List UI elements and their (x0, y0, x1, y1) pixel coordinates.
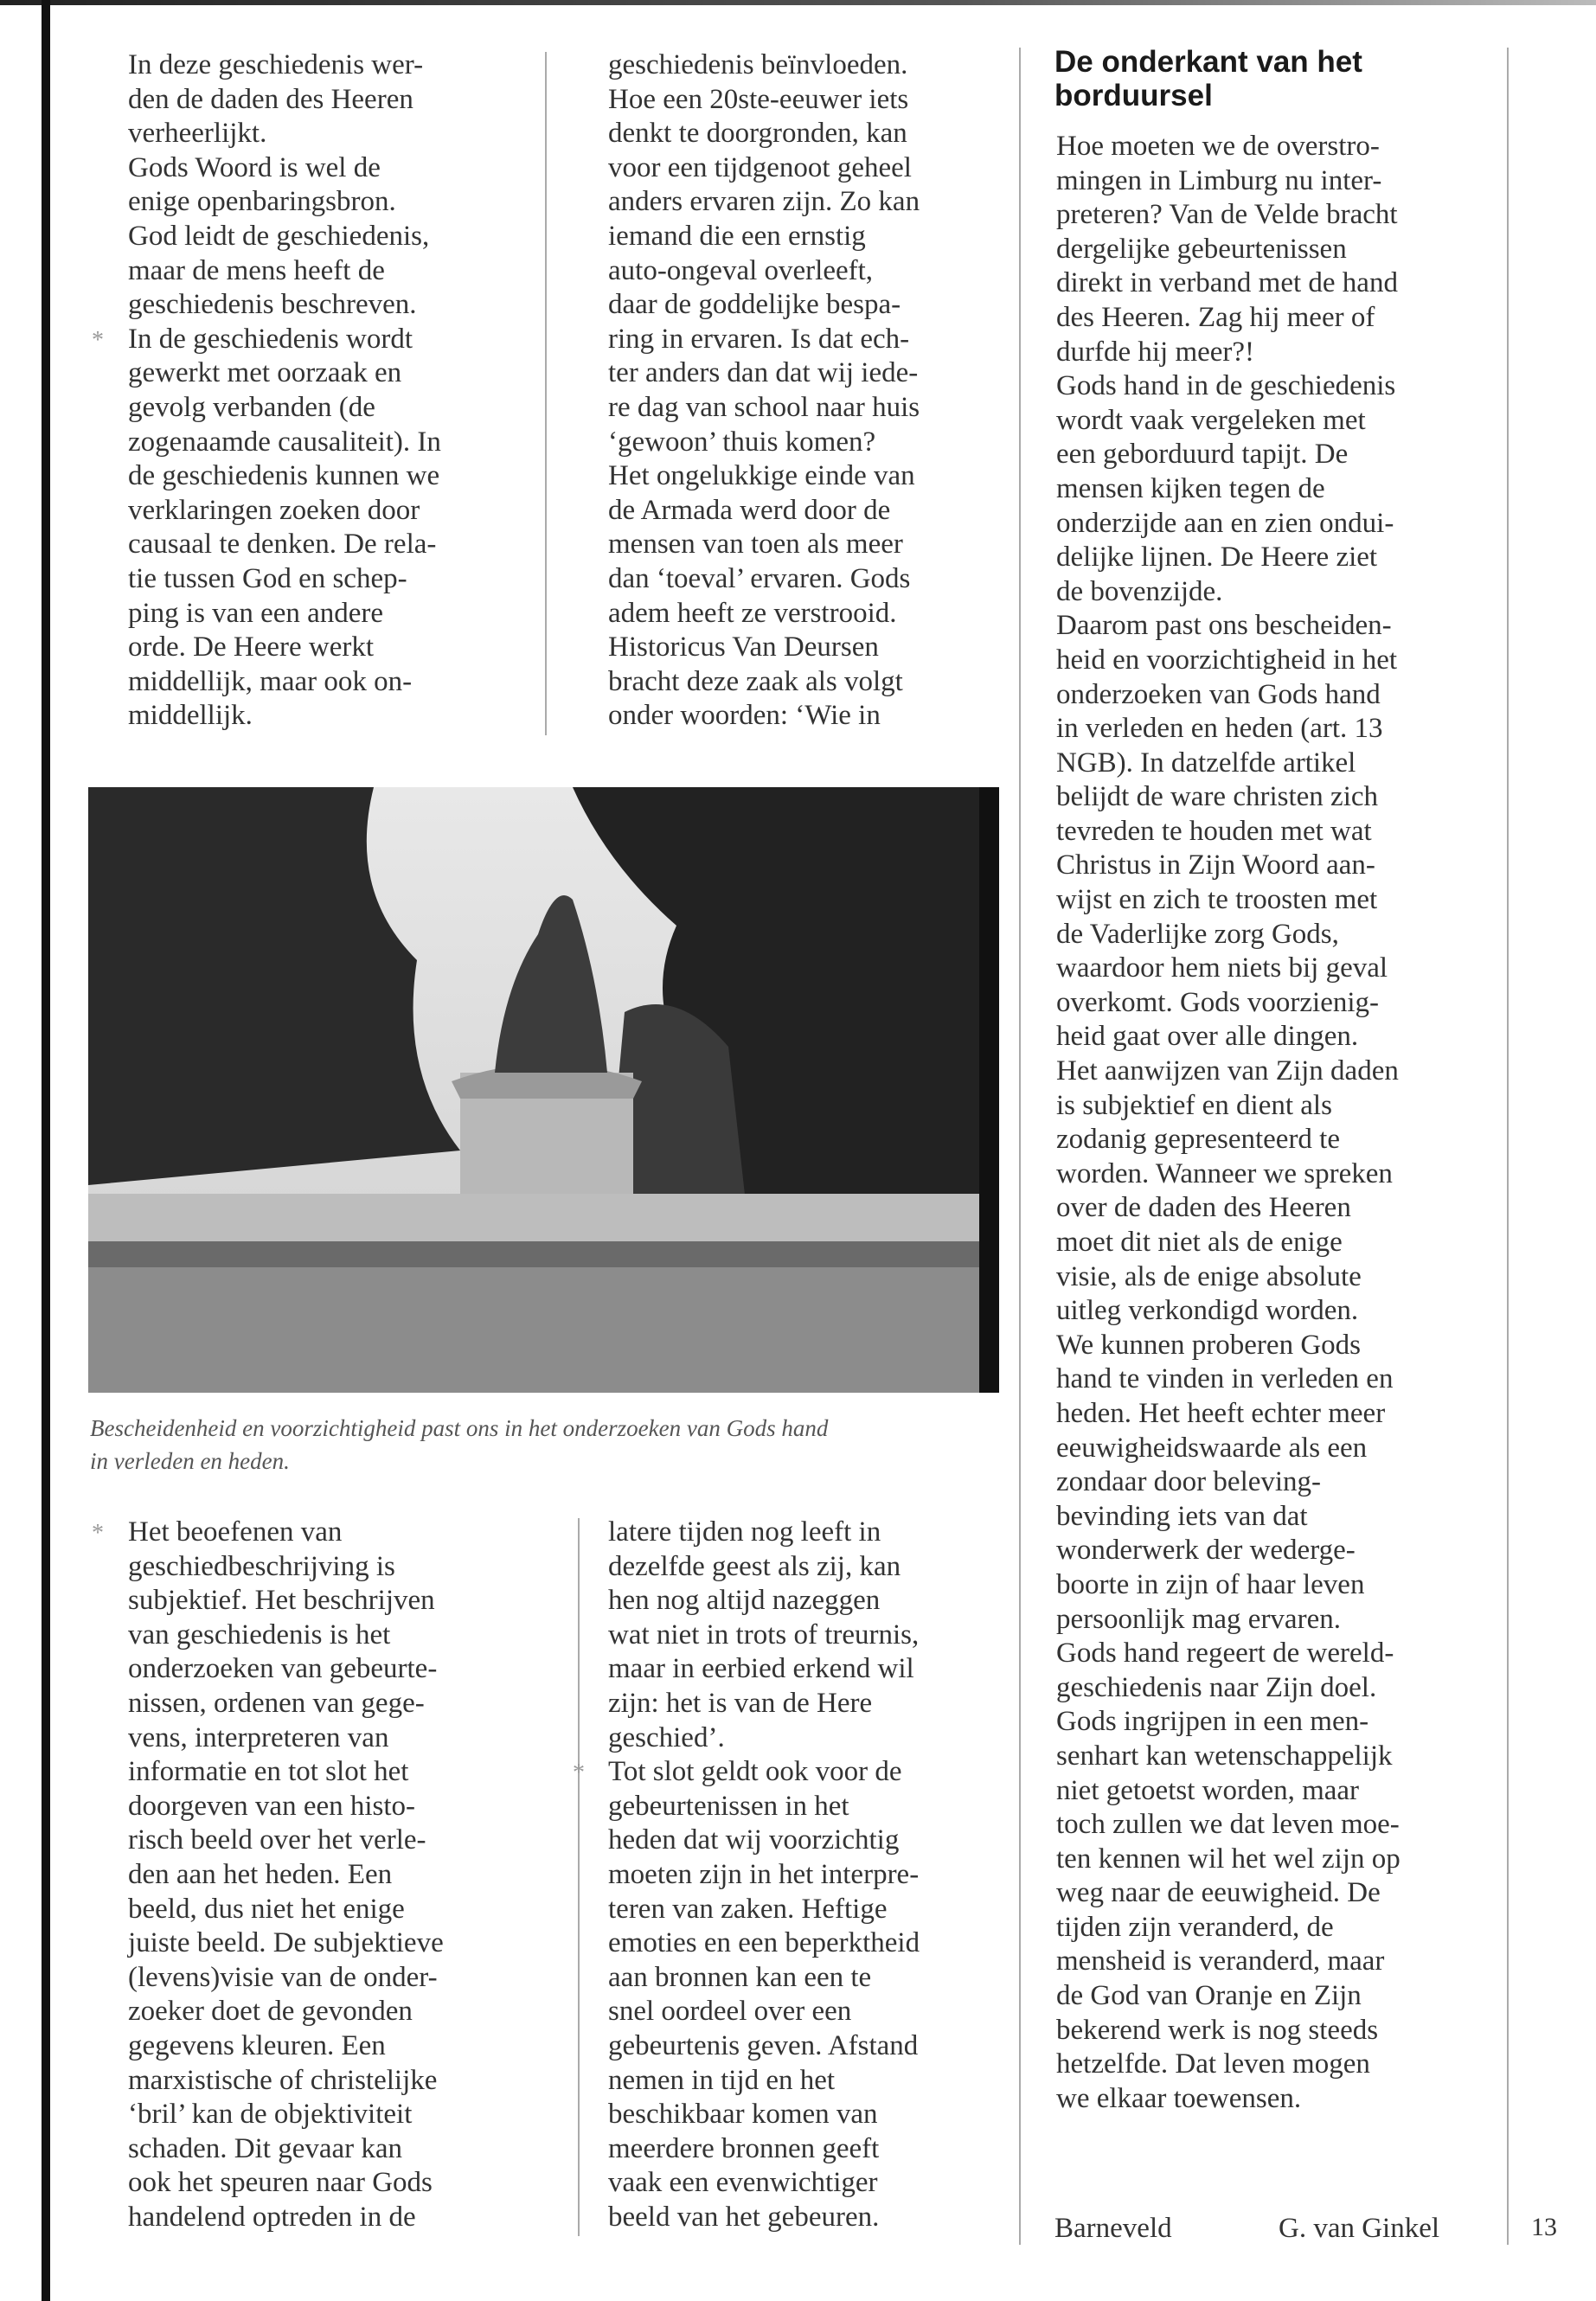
column-2-bottom-text (608, 1516, 920, 2234)
text-line: teren van zaken. Heftige (608, 1893, 888, 1925)
text-line: geschiedenis beschreven. (128, 289, 417, 321)
text-line: ‘gewoon’ thuis komen? (608, 426, 876, 458)
text-line: meerdere bronnen geeft (608, 2132, 880, 2164)
text-line: moeten zijn in het interpre- (608, 1858, 920, 1890)
text-line: beschikbaar komen van (608, 2099, 878, 2131)
text-line: wat niet in trots of treurnis, (608, 1618, 920, 1650)
text-line: nissen, ordenen van gege- (128, 1687, 425, 1719)
bullet-asterisk: * (573, 1759, 585, 1786)
text-line: senhart kan wetenschappelijk (1056, 1740, 1393, 1772)
text-line: mensen kijken tegen de (1056, 472, 1325, 504)
text-line: marxistische of christelijke (128, 2064, 438, 2096)
text-line: handelend optreden in de (128, 2201, 416, 2233)
text-line: emoties en een beperktheid (608, 1927, 920, 1959)
text-line: bracht deze zaak als volgt (608, 665, 903, 697)
text-line: gebeurtenissen in het (608, 1790, 849, 1822)
text-line: over de daden des Heeren (1056, 1192, 1351, 1224)
caption-line: Bescheidenheid en voorzichtigheid past ons in het onderzoeken van Gods hand (90, 1415, 829, 1441)
text-line: enige openbaringsbron. (128, 186, 396, 218)
text-line: beeld van het gebeuren. (608, 2201, 880, 2233)
text-line: hand te vinden in verleden en (1056, 1363, 1394, 1395)
text-line: Gods hand regeert de wereld- (1056, 1638, 1394, 1670)
text-line: den de daden des Heeren (128, 83, 413, 115)
text-line: heid en voorzichtigheid in het (1056, 644, 1398, 676)
text-line: anders ervaren zijn. Zo kan (608, 186, 920, 218)
column-2-top-text (608, 48, 920, 734)
text-line: maar de mens heeft de (128, 254, 385, 286)
column-rule (1507, 48, 1509, 2245)
text-line: heden. Het heeft echter meer (1056, 1397, 1386, 1429)
text-line: ‘bril’ kan de objektiviteit (128, 2099, 413, 2131)
text-line: persoonlijk mag ervaren. (1056, 1603, 1341, 1635)
text-line: snel oordeel over een (608, 1996, 852, 2028)
text-line: iemand die een ernstig (608, 220, 866, 252)
text-line: verheerlijkt. (128, 118, 267, 150)
text-line: geschiedbeschrijving is (128, 1550, 395, 1582)
text-line: NGB). In datzelfde artikel (1056, 747, 1356, 779)
page-number: 13 (1531, 2213, 1557, 2241)
text-line: God leidt de geschiedenis, (128, 220, 430, 252)
text-line: aan bronnen kan een te (608, 1961, 872, 1993)
text-line: des Heeren. Zag hij meer of (1056, 301, 1375, 333)
text-line: geschiedenis naar Zijn doel. (1056, 1671, 1377, 1703)
text-line: Tot slot geldt ook voor de (608, 1756, 902, 1788)
text-line: voor een tijdgenoot geheel (608, 151, 912, 183)
text-line: Christus in Zijn Woord aan- (1056, 849, 1375, 881)
text-line: uitleg verkondigd worden. (1056, 1295, 1359, 1327)
text-line: gewerkt met oorzaak en (128, 357, 402, 389)
text-line: maar in eerbied erkend wil (608, 1653, 914, 1685)
text-line: direkt in verband met de hand (1056, 267, 1398, 299)
text-line: belijdt de ware christen zich (1056, 781, 1379, 813)
text-line: Gods hand in de geschiedenis (1056, 370, 1396, 402)
text-line: zondaar door beleving- (1056, 1466, 1322, 1498)
text-line: bevinding iets van dat (1056, 1500, 1308, 1532)
text-line: mensen van toen als meer (608, 529, 903, 561)
text-line: onderzijde aan en zien ondui- (1056, 507, 1394, 539)
page-binding-edge (42, 0, 50, 2301)
bullet-asterisk: * (92, 327, 104, 354)
text-line: gebeurtenis geven. Afstand (608, 2029, 919, 2061)
monument-photo (88, 787, 999, 1393)
column-1-top-text (128, 48, 441, 734)
text-line: Gods Woord is wel de (128, 151, 381, 183)
text-line: wonderwerk der wederge- (1056, 1535, 1356, 1567)
column-rule (545, 52, 547, 735)
text-line: ten kennen wil het wel zijn op (1056, 1843, 1401, 1875)
column-3-text (1056, 130, 1401, 2116)
text-line: Het aanwijzen van Zijn daden (1056, 1055, 1399, 1087)
text-line: onderzoeken van Gods hand (1056, 678, 1381, 710)
text-line: dan ‘toeval’ ervaren. Gods (608, 562, 911, 594)
text-line: visie, als de enige absolute (1056, 1260, 1362, 1292)
text-line: gegevens kleuren. Een (128, 2029, 386, 2061)
text-line: Gods ingrijpen in een men- (1056, 1706, 1369, 1738)
column-rule (578, 1518, 580, 2236)
text-line: tie tussen God en schep- (128, 562, 407, 594)
text-line: latere tijden nog leeft in (608, 1516, 881, 1548)
text-line: zoeker doet de gevonden (128, 1996, 413, 2028)
text-line: de geschiedenis kunnen we (128, 460, 440, 492)
text-line: delijke lijnen. De Heere ziet (1056, 542, 1378, 574)
text-line: eeuwigheidswaarde als een (1056, 1432, 1368, 1464)
text-line: vaak een evenwichtiger (608, 2167, 878, 2199)
caption-line: in verleden en heden. (90, 1448, 290, 1474)
text-line: orde. De Heere werkt (128, 631, 375, 663)
text-line: preteren? Van de Velde bracht (1056, 199, 1398, 231)
text-line: wordt vaak vergeleken met (1056, 404, 1366, 436)
monument-photo-image (88, 787, 999, 1393)
text-line: hen nog altijd nazeggen (608, 1585, 881, 1617)
text-line: hetzelfde. Dat leven mogen (1056, 2048, 1370, 2080)
text-line: Het ongelukkige einde van (608, 460, 915, 492)
text-line: waardoor hem niets bij geval (1056, 952, 1388, 984)
text-line: niet getoetst worden, maar (1056, 1774, 1360, 1806)
text-line: bekerend werk is nog steeds (1056, 2014, 1379, 2046)
text-line: vens, interpreteren van (128, 1721, 389, 1753)
text-line: causaal te denken. De rela- (128, 529, 437, 561)
text-line: middellijk. (128, 700, 253, 732)
text-line: in verleden en heden (art. 13 (1056, 713, 1383, 745)
text-line: de Armada werd door de (608, 494, 891, 526)
text-line: worden. Wanneer we spreken (1056, 1157, 1393, 1189)
text-line: zijn: het is van de Here (608, 1687, 873, 1719)
text-line: is subjektief en dient als (1056, 1089, 1332, 1121)
section-heading (1054, 45, 1362, 112)
text-line: heid gaat over alle dingen. (1056, 1021, 1359, 1053)
text-line: heden dat wij voorzichtig (608, 1824, 900, 1856)
text-line: In de geschiedenis wordt (128, 323, 413, 355)
text-line: Hoe een 20ste-eeuwer iets (608, 83, 909, 115)
text-line: denkt te doorgronden, kan (608, 118, 907, 150)
text-line: We kunnen proberen Gods (1056, 1329, 1361, 1361)
bullet-asterisk: * (92, 1520, 104, 1547)
text-line: (levens)visie van de onder- (128, 1961, 438, 1993)
text-line: den aan het heden. Een (128, 1858, 393, 1890)
text-line: Het beoefenen van (128, 1516, 343, 1548)
heading-line: borduursel (1054, 79, 1213, 112)
page-top-edge (0, 0, 1596, 5)
text-line: verklaringen zoeken door (128, 494, 420, 526)
text-line: juiste beeld. De subjektieve (128, 1927, 444, 1959)
text-line: mingen in Limburg nu inter- (1056, 164, 1382, 196)
text-line: moet dit niet als de enige (1056, 1227, 1343, 1258)
text-line: toch zullen we dat leven moe- (1056, 1809, 1400, 1841)
text-line: In deze geschiedenis wer- (128, 49, 424, 80)
text-line: onderzoeken van gebeurte- (128, 1653, 438, 1685)
text-line: dergelijke gebeurtenissen (1056, 233, 1347, 265)
heading-line: De onderkant van het (1054, 45, 1362, 79)
text-line: nemen in tijd en het (608, 2064, 836, 2096)
text-line: auto-ongeval overleeft, (608, 254, 874, 286)
text-line: boorte in zijn of haar leven (1056, 1568, 1365, 1600)
text-line: dezelfde geest als zij, kan (608, 1550, 901, 1582)
text-line: subjektief. Het beschrijven (128, 1585, 435, 1617)
text-line: de bovenzijde. (1056, 575, 1223, 607)
text-line: durfde hij meer?! (1056, 336, 1255, 368)
text-line: mensheid is veranderd, maar (1056, 1945, 1385, 1977)
text-line: zodanig gepresenteerd te (1056, 1124, 1341, 1156)
text-line: onder woorden: ‘Wie in (608, 700, 881, 732)
text-line: ter anders dan dat wij iede- (608, 357, 919, 389)
text-line: Historicus Van Deursen (608, 631, 879, 663)
footer-author: G. van Ginkel (1279, 2213, 1440, 2244)
text-line: ping is van een andere (128, 597, 384, 629)
text-line: informatie en tot slot het (128, 1756, 409, 1788)
text-line: zogenaamde causaliteit). In (128, 426, 441, 458)
text-line: ook het speuren naar Gods (128, 2167, 433, 2199)
text-line: ring in ervaren. Is dat ech- (608, 323, 910, 355)
text-line: tevreden te houden met wat (1056, 815, 1372, 847)
text-line: geschiedenis beïnvloeden. (608, 49, 908, 80)
column-1-bottom-text (128, 1516, 444, 2234)
footer-place: Barneveld (1054, 2213, 1172, 2244)
text-line: schaden. Dit gevaar kan (128, 2132, 403, 2164)
text-line: gevolg verbanden (de (128, 391, 375, 423)
text-line: geschied’. (608, 1721, 725, 1753)
text-line: beeld, dus niet het enige (128, 1893, 405, 1925)
text-line: de God van Oranje en Zijn (1056, 1980, 1362, 2012)
text-line: re dag van school naar huis (608, 391, 920, 423)
text-line: risch beeld over het verle- (128, 1824, 426, 1856)
text-line: we elkaar toewensen. (1056, 2082, 1302, 2114)
text-line: tijden zijn veranderd, de (1056, 1911, 1334, 1943)
column-rule (1019, 48, 1021, 2245)
photo-caption (90, 1412, 828, 1477)
text-line: Hoe moeten we de overstro- (1056, 131, 1380, 162)
text-line: daar de goddelijke bespa- (608, 289, 901, 321)
text-line: doorgeven van een histo- (128, 1790, 416, 1822)
text-line: wijst en zich te troosten met (1056, 884, 1378, 916)
text-line: de Vaderlijke zorg Gods, (1056, 918, 1339, 950)
text-line: middellijk, maar ook on- (128, 665, 413, 697)
text-line: adem heeft ze verstrooid. (608, 597, 897, 629)
text-line: weg naar de eeuwigheid. De (1056, 1877, 1381, 1909)
text-line: van geschiedenis is het (128, 1618, 391, 1650)
text-line: een geborduurd tapijt. De (1056, 439, 1349, 471)
text-line: overkomt. Gods voorzienig- (1056, 986, 1380, 1018)
text-line: Daarom past ons bescheiden- (1056, 610, 1392, 642)
